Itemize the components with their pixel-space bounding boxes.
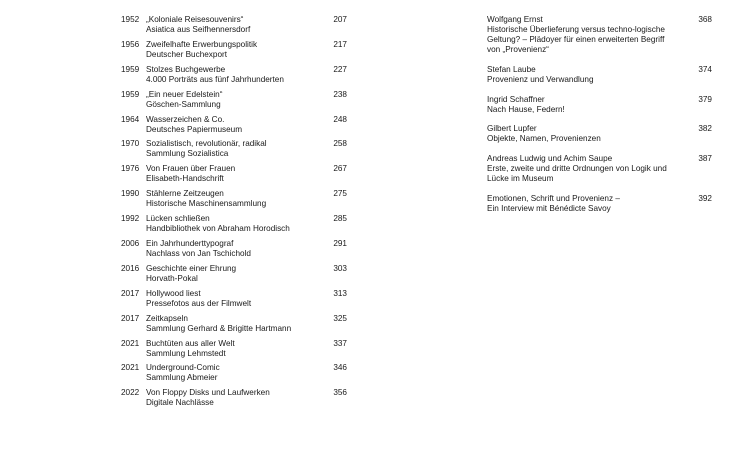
toc-essay-entry <box>487 154 713 184</box>
entry-titles <box>146 40 348 60</box>
toc-entry <box>121 90 348 115</box>
entry-year: 1956 <box>121 39 140 49</box>
entry-subtitle: Historische Maschinensammlung <box>146 199 267 209</box>
entry-title: „Koloniale Reisesouvenirs“ <box>146 15 244 24</box>
essay-author: Emotionen, Schrift und Provenienz – <box>487 193 620 203</box>
entry-titles <box>146 115 348 135</box>
entry-page-number: 207 <box>333 15 347 24</box>
entry-titles <box>146 314 348 334</box>
toc-right-column <box>487 15 713 214</box>
entry-page-number: 356 <box>333 388 347 398</box>
entry-year: 1964 <box>121 114 140 124</box>
entry-title: Stolzes Buchgewerbe <box>146 64 226 74</box>
toc-entry <box>121 388 348 413</box>
essay-titles <box>487 95 713 115</box>
entry-subtitle: Sammlung Lehmstedt <box>146 348 226 358</box>
essay-author: Andreas Ludwig und Achim Saupe <box>487 154 613 164</box>
toc-entry <box>121 339 348 364</box>
entry-titles <box>146 15 348 35</box>
entry-year: 1952 <box>121 15 140 24</box>
toc-entry <box>121 289 348 314</box>
entry-subtitle: Nachlass von Jan Tschichold <box>146 249 251 259</box>
entry-title: Zeitkapseln <box>146 313 188 323</box>
entry-page-number: 291 <box>333 239 347 249</box>
entry-title: Von Floppy Disks und Laufwerken <box>146 388 270 398</box>
entry-subtitle: Göschen-Sammlung <box>146 99 221 109</box>
entry-page-number: 303 <box>333 263 347 273</box>
essay-titles <box>487 124 713 144</box>
toc-entry <box>121 314 348 339</box>
essay-titles <box>487 154 713 184</box>
essay-title-line: Ein Interview mit Bénédicte Savoy <box>487 203 611 213</box>
entry-titles <box>146 388 348 408</box>
toc-entry <box>121 363 348 388</box>
entry-page-number: 346 <box>333 363 347 373</box>
entry-titles <box>146 363 348 383</box>
toc-entry <box>121 239 348 264</box>
entry-subtitle: Elisabeth-Handschrift <box>146 174 224 184</box>
entry-year: 2016 <box>121 263 140 273</box>
entry-subtitle: Sammlung Sozialistica <box>146 149 229 159</box>
entry-year: 2017 <box>121 313 140 323</box>
entry-page-number: 267 <box>333 164 347 174</box>
entry-subtitle: Pressefotos aus der Filmwelt <box>146 298 252 308</box>
entry-page-number: 275 <box>333 189 347 199</box>
entry-page-number: 227 <box>333 64 347 74</box>
entry-titles <box>146 65 348 85</box>
entry-subtitle: Sammlung Gerhard & Brigitte Hartmann <box>146 323 292 333</box>
essay-titles <box>487 15 713 55</box>
toc-essay-entry <box>487 95 713 115</box>
entry-title: Underground-Comic <box>146 363 220 373</box>
toc-entry <box>121 214 348 239</box>
toc-essay-entry <box>487 15 713 55</box>
entry-title: Von Frauen über Frauen <box>146 164 236 174</box>
entry-title: Sozialistisch, revolutionär, radikal <box>146 139 267 149</box>
essay-page-number: 392 <box>698 193 712 203</box>
essay-title-line: Nach Hause, Federn! <box>487 104 565 114</box>
entry-titles <box>146 90 348 110</box>
entry-subtitle: Horvath-Pokal <box>146 273 198 283</box>
essay-author: Ingrid Schaffner <box>487 94 545 104</box>
essay-author: Gilbert Lupfer <box>487 124 537 134</box>
entry-subtitle: Digitale Nachlässe <box>146 398 214 408</box>
entry-year: 1992 <box>121 214 140 224</box>
essay-title-line: Provenienz und Verwandlung <box>487 74 594 84</box>
entry-titles <box>146 214 348 234</box>
toc-left-column <box>121 15 348 413</box>
essay-page-number: 387 <box>698 154 712 164</box>
entry-year: 1959 <box>121 89 140 99</box>
entry-year: 2017 <box>121 288 140 298</box>
toc-entry <box>121 264 348 289</box>
entry-page-number: 325 <box>333 313 347 323</box>
essay-title-line: Historische Überlieferung versus techno-logische <box>487 25 665 34</box>
entry-page-number: 337 <box>333 338 347 348</box>
toc-entry <box>121 164 348 189</box>
entry-title: Ein Jahrhunderttypograf <box>146 239 234 249</box>
entry-titles <box>146 339 348 359</box>
toc-entry <box>121 189 348 214</box>
entry-title: Stählerne Zeitzeugen <box>146 189 224 199</box>
entry-title: Wasserzeichen & Co. <box>146 114 225 124</box>
toc-entry <box>121 139 348 164</box>
essay-titles <box>487 65 713 85</box>
entry-title: Buchtüten aus aller Welt <box>146 338 235 348</box>
entry-subtitle: Deutscher Buchexport <box>146 49 228 59</box>
entry-subtitle: Asiatica aus Seifhennersdorf <box>146 25 251 34</box>
essay-titles <box>487 194 713 214</box>
entry-title: Zweifelhafte Erwerbungspolitik <box>146 39 258 49</box>
entry-page-number: 217 <box>333 39 347 49</box>
entry-year: 2006 <box>121 239 140 249</box>
entry-title: Geschichte einer Ehrung <box>146 263 237 273</box>
essay-author: Stefan Laube <box>487 64 536 74</box>
entry-subtitle: Sammlung Abmeier <box>146 373 218 383</box>
toc-entry <box>121 40 348 65</box>
entry-titles <box>146 239 348 259</box>
entry-subtitle: Deutsches Papiermuseum <box>146 124 243 134</box>
essay-title-line: Lücke im Museum <box>487 174 554 184</box>
essay-title-line: Geltung? – Plädoyer für einen erweiterten Begriff <box>487 35 665 44</box>
entry-year: 1976 <box>121 164 140 174</box>
toc-entry <box>121 115 348 140</box>
entry-page-number: 285 <box>333 214 347 224</box>
essay-page-number: 368 <box>698 15 712 24</box>
entry-titles <box>146 139 348 159</box>
entry-page-number: 248 <box>333 114 347 124</box>
toc-entry <box>121 15 348 40</box>
entry-title: Hollywood liest <box>146 288 201 298</box>
essay-title-line: Objekte, Namen, Provenienzen <box>487 134 601 144</box>
toc-essay-entry <box>487 194 713 214</box>
entry-year: 2022 <box>121 388 140 398</box>
toc-entry <box>121 65 348 90</box>
essay-page-number: 382 <box>698 124 712 134</box>
toc-essay-entry <box>487 65 713 85</box>
entry-title: Lücken schließen <box>146 214 210 224</box>
entry-titles <box>146 264 348 284</box>
entry-year: 2021 <box>121 363 140 373</box>
toc-essay-entry <box>487 124 713 144</box>
entry-page-number: 238 <box>333 89 347 99</box>
entry-titles <box>146 164 348 184</box>
essay-title-line: von „Provenienz“ <box>487 45 549 54</box>
entry-year: 1959 <box>121 64 140 74</box>
entry-page-number: 258 <box>333 139 347 149</box>
entry-subtitle: 4.000 Porträts aus fünf Jahrhunderten <box>146 74 284 84</box>
entry-titles <box>146 189 348 209</box>
entry-title: „Ein neuer Edelstein“ <box>146 89 223 99</box>
essay-page-number: 379 <box>698 94 712 104</box>
essay-author: Wolfgang Ernst <box>487 15 543 24</box>
essay-page-number: 374 <box>698 64 712 74</box>
essay-title-line: Erste, zweite und dritte Ordnungen von Logik und <box>487 164 667 174</box>
entry-year: 1970 <box>121 139 140 149</box>
entry-subtitle: Handbibliothek von Abraham Horodisch <box>146 224 290 234</box>
entry-year: 2021 <box>121 338 140 348</box>
entry-year: 1990 <box>121 189 140 199</box>
entry-titles <box>146 289 348 309</box>
entry-page-number: 313 <box>333 288 347 298</box>
